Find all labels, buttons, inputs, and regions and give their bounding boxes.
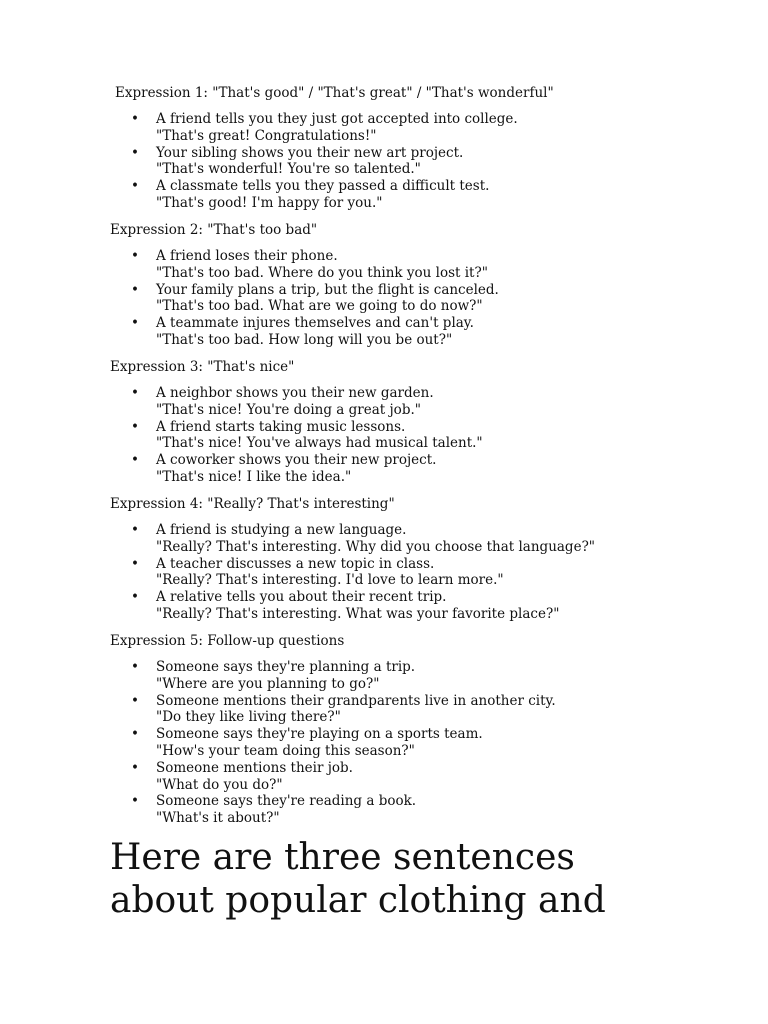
bullet-icon: • bbox=[131, 522, 139, 538]
situation-text: A teammate injures themselves and can't play. bbox=[156, 315, 474, 332]
response-text: "What's it about?" bbox=[156, 810, 280, 827]
bullet-icon: • bbox=[131, 418, 139, 435]
response-text: "That's nice! You've always had musical talent." bbox=[156, 435, 483, 452]
response-text: "That's too bad. How long will you be out?" bbox=[156, 331, 453, 348]
list-item bbox=[110, 452, 483, 486]
situation-text: Someone mentions their job. bbox=[156, 759, 353, 776]
response-text: "Really? That's interesting. What was your favorite place?" bbox=[156, 605, 560, 622]
section-heading-1: Expression 1: "That's good" / "That's great" / "That's wonderful" bbox=[115, 85, 554, 101]
section-heading-4: Expression 4: "Really? That's interesting" bbox=[110, 496, 395, 512]
section-heading-3: Expression 3: "That's nice" bbox=[110, 359, 295, 375]
response-text: "Really? That's interesting. I'd love to learn more." bbox=[156, 572, 504, 589]
list-item bbox=[110, 419, 483, 453]
bullet-icon: • bbox=[131, 385, 139, 401]
closing-heading-line-1: Here are three sentences bbox=[110, 837, 575, 878]
response-text: "Where are you planning to go?" bbox=[156, 675, 380, 692]
bullet-icon: • bbox=[131, 589, 139, 606]
response-text: "How's your team doing this season?" bbox=[156, 742, 415, 759]
bullet-icon: • bbox=[131, 452, 139, 469]
section-list-3 bbox=[110, 385, 483, 486]
bullet-icon: • bbox=[131, 659, 139, 675]
situation-text: Someone says they're playing on a sports team. bbox=[156, 726, 483, 743]
list-item bbox=[110, 385, 483, 419]
bullet-icon: • bbox=[131, 248, 139, 264]
section-list-5 bbox=[110, 659, 556, 827]
situation-text: A friend tells you they just got accepted into college. bbox=[156, 111, 518, 127]
response-text: "Really? That's interesting. Why did you choose that language?" bbox=[156, 538, 596, 555]
bullet-icon: • bbox=[131, 178, 139, 195]
situation-text: A teacher discusses a new topic in class. bbox=[156, 555, 435, 572]
bullet-icon: • bbox=[131, 555, 139, 572]
list-item bbox=[110, 726, 556, 760]
situation-text: A coworker shows you their new project. bbox=[156, 452, 437, 469]
section-list-2 bbox=[110, 248, 499, 349]
bullet-icon: • bbox=[131, 692, 139, 709]
response-text: "That's too bad. Where do you think you lost it?" bbox=[156, 264, 488, 281]
situation-text: A friend is studying a new language. bbox=[156, 522, 407, 538]
list-item bbox=[110, 760, 556, 794]
closing-heading-line-2: about popular clothing and bbox=[110, 880, 606, 921]
response-text: "That's wonderful! You're so talented." bbox=[156, 161, 421, 178]
list-item bbox=[110, 693, 556, 727]
list-item bbox=[110, 556, 595, 590]
response-text: "That's great! Congratulations!" bbox=[156, 127, 377, 144]
list-item bbox=[110, 589, 595, 623]
section-list-1 bbox=[110, 111, 518, 212]
bullet-icon: • bbox=[131, 144, 139, 161]
response-text: "That's good! I'm happy for you." bbox=[156, 194, 383, 211]
bullet-icon: • bbox=[131, 281, 139, 298]
section-heading-5: Expression 5: Follow-up questions bbox=[110, 633, 345, 649]
list-item bbox=[110, 315, 499, 349]
situation-text: Someone says they're planning a trip. bbox=[156, 659, 416, 675]
situation-text: A relative tells you about their recent trip. bbox=[156, 589, 447, 606]
list-item bbox=[110, 282, 499, 316]
list-item bbox=[110, 111, 518, 145]
situation-text: A friend loses their phone. bbox=[156, 248, 338, 264]
bullet-icon: • bbox=[131, 793, 139, 810]
response-text: "Do they like living there?" bbox=[156, 709, 341, 726]
situation-text: Your family plans a trip, but the flight is canceled. bbox=[156, 281, 499, 298]
bullet-icon: • bbox=[131, 759, 139, 776]
situation-text: Your sibling shows you their new art project. bbox=[156, 144, 464, 161]
situation-text: Someone mentions their grandparents live in another city. bbox=[156, 692, 556, 709]
section-list-4 bbox=[110, 522, 595, 623]
list-item bbox=[110, 793, 556, 827]
response-text: "That's nice! I like the idea." bbox=[156, 468, 352, 485]
situation-text: A neighbor shows you their new garden. bbox=[156, 385, 434, 401]
response-text: "What do you do?" bbox=[156, 776, 283, 793]
list-item bbox=[110, 178, 518, 212]
section-heading-2: Expression 2: "That's too bad" bbox=[110, 222, 318, 238]
closing-heading bbox=[110, 836, 606, 922]
list-item bbox=[110, 522, 595, 556]
situation-text: A friend starts taking music lessons. bbox=[156, 418, 406, 435]
list-item bbox=[110, 248, 499, 282]
response-text: "That's nice! You're doing a great job." bbox=[156, 401, 421, 418]
situation-text: Someone says they're reading a book. bbox=[156, 793, 417, 810]
list-item bbox=[110, 659, 556, 693]
bullet-icon: • bbox=[131, 111, 139, 127]
situation-text: A classmate tells you they passed a difficult test. bbox=[156, 178, 490, 195]
list-item bbox=[110, 145, 518, 179]
response-text: "That's too bad. What are we going to do now?" bbox=[156, 298, 483, 315]
bullet-icon: • bbox=[131, 726, 139, 743]
bullet-icon: • bbox=[131, 315, 139, 332]
